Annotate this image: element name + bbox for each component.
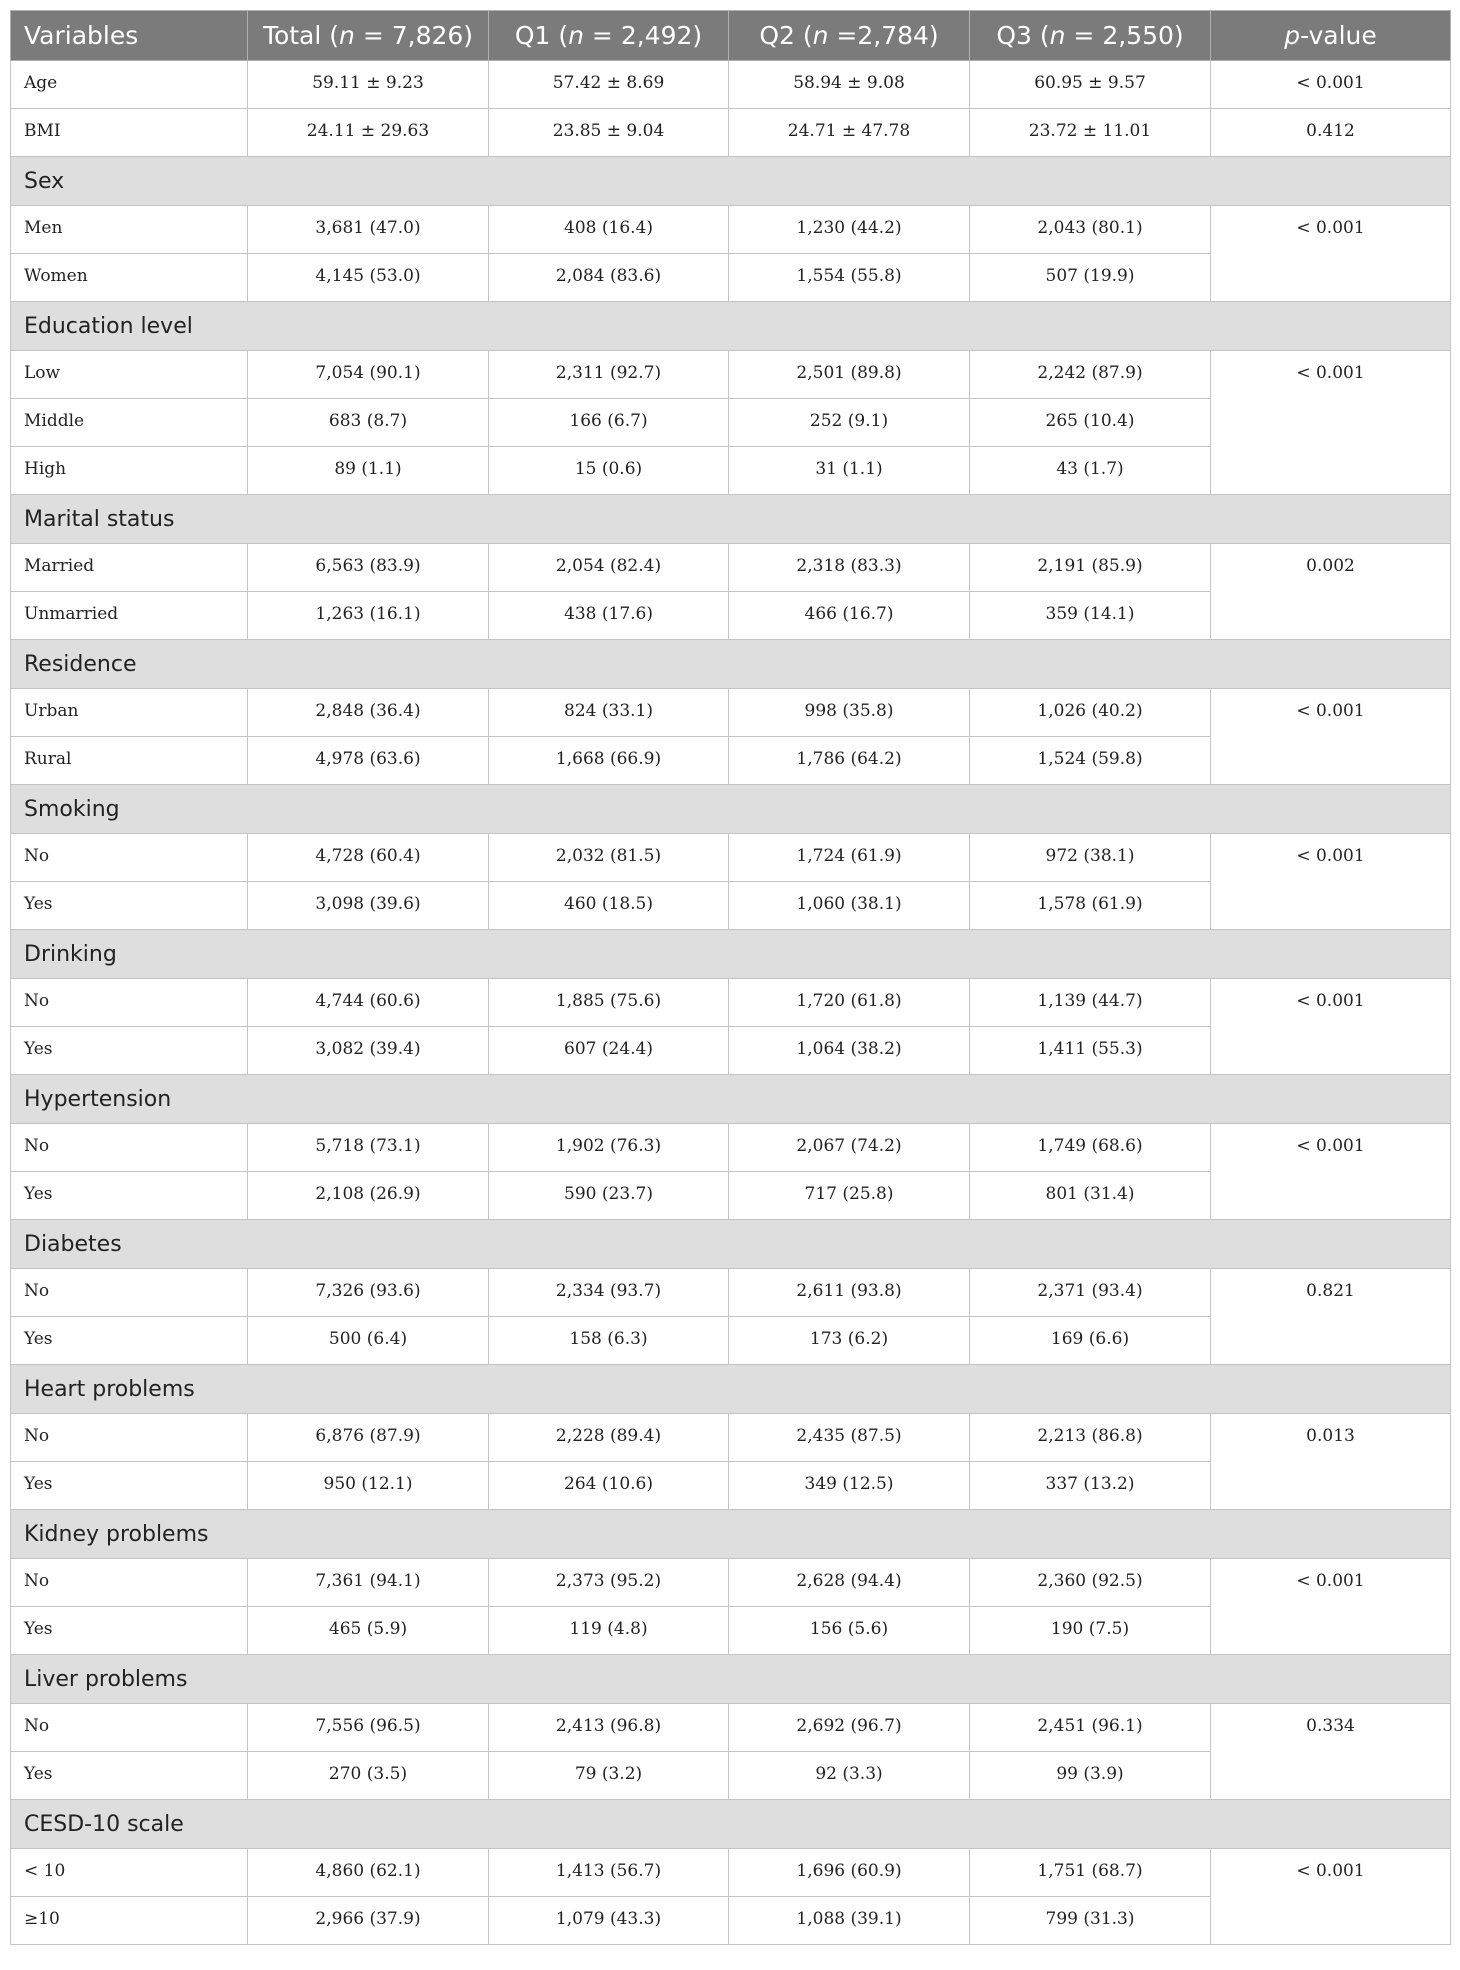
cell-q3: 1,139 (44.7) — [970, 979, 1211, 1027]
cell-q1: 119 (4.8) — [489, 1607, 729, 1655]
cell-q2: 1,060 (38.1) — [729, 882, 970, 930]
header-total: Total (n = 7,826) — [248, 11, 489, 61]
section-smoking — [11, 785, 1451, 834]
cell-q3: 1,578 (61.9) — [970, 882, 1211, 930]
row-age — [11, 61, 1451, 109]
table-row — [11, 544, 1451, 592]
table-row — [11, 834, 1451, 882]
cell-q2: 2,501 (89.8) — [729, 351, 970, 399]
row-label: Age — [11, 61, 248, 109]
cell-q1: 79 (3.2) — [489, 1752, 729, 1800]
cell-q3: 60.95 ± 9.57 — [970, 61, 1211, 109]
cell-q3: 1,026 (40.2) — [970, 689, 1211, 737]
cell-q1: 57.42 ± 8.69 — [489, 61, 729, 109]
table-row — [11, 1704, 1451, 1752]
cell-total: 3,082 (39.4) — [248, 1027, 489, 1075]
section-title: Liver problems — [11, 1655, 1451, 1704]
cell-p-value: 0.821 — [1211, 1269, 1451, 1365]
cell-p-value: < 0.001 — [1211, 689, 1451, 785]
cell-q1: 1,885 (75.6) — [489, 979, 729, 1027]
cell-q1: 1,079 (43.3) — [489, 1897, 729, 1945]
row-label: Middle — [11, 399, 248, 447]
header-p-value: p-value — [1211, 11, 1451, 61]
section-title: Marital status — [11, 495, 1451, 544]
cell-q3: 43 (1.7) — [970, 447, 1211, 495]
cell-q3: 1,749 (68.6) — [970, 1124, 1211, 1172]
cell-p-value: < 0.001 — [1211, 979, 1451, 1075]
row-label: ≥10 — [11, 1897, 248, 1945]
cell-q2: 2,611 (93.8) — [729, 1269, 970, 1317]
cell-q2: 466 (16.7) — [729, 592, 970, 640]
cell-q2: 31 (1.1) — [729, 447, 970, 495]
cell-q3: 2,242 (87.9) — [970, 351, 1211, 399]
row-label: < 10 — [11, 1849, 248, 1897]
section-title: Kidney problems — [11, 1510, 1451, 1559]
table-row — [11, 689, 1451, 737]
table-row — [11, 351, 1451, 399]
section-marital-status — [11, 495, 1451, 544]
table-row — [11, 1269, 1451, 1317]
cell-p-value: 0.412 — [1211, 109, 1451, 157]
cell-q2: 1,230 (44.2) — [729, 206, 970, 254]
cell-p-value: < 0.001 — [1211, 1849, 1451, 1945]
cell-q1: 1,668 (66.9) — [489, 737, 729, 785]
cell-q3: 1,411 (55.3) — [970, 1027, 1211, 1075]
cell-total: 2,108 (26.9) — [248, 1172, 489, 1220]
header-row — [11, 11, 1451, 61]
cell-q3: 2,043 (80.1) — [970, 206, 1211, 254]
cell-q1: 166 (6.7) — [489, 399, 729, 447]
row-label: Low — [11, 351, 248, 399]
row-label: BMI — [11, 109, 248, 157]
row-label: Yes — [11, 1317, 248, 1365]
section-diabetes — [11, 1220, 1451, 1269]
section-title: Education level — [11, 302, 1451, 351]
cell-q2: 2,692 (96.7) — [729, 1704, 970, 1752]
header-q1: Q1 (n = 2,492) — [489, 11, 729, 61]
section-residence — [11, 640, 1451, 689]
section-title: Heart problems — [11, 1365, 1451, 1414]
cell-total: 7,054 (90.1) — [248, 351, 489, 399]
cell-q3: 799 (31.3) — [970, 1897, 1211, 1945]
cell-q3: 2,360 (92.5) — [970, 1559, 1211, 1607]
cell-p-value: < 0.001 — [1211, 1124, 1451, 1220]
row-label: High — [11, 447, 248, 495]
cell-q3: 972 (38.1) — [970, 834, 1211, 882]
cell-q3: 169 (6.6) — [970, 1317, 1211, 1365]
row-label: No — [11, 1559, 248, 1607]
table-row — [11, 1124, 1451, 1172]
table-row — [11, 1849, 1451, 1897]
row-label: Women — [11, 254, 248, 302]
cell-q3: 359 (14.1) — [970, 592, 1211, 640]
cell-q1: 2,373 (95.2) — [489, 1559, 729, 1607]
header-q2: Q2 (n =2,784) — [729, 11, 970, 61]
cell-q3: 23.72 ± 11.01 — [970, 109, 1211, 157]
cell-total: 1,263 (16.1) — [248, 592, 489, 640]
cell-q1: 438 (17.6) — [489, 592, 729, 640]
row-label: Men — [11, 206, 248, 254]
row-label: Rural — [11, 737, 248, 785]
cell-q1: 264 (10.6) — [489, 1462, 729, 1510]
cell-q3: 2,451 (96.1) — [970, 1704, 1211, 1752]
section-drinking — [11, 930, 1451, 979]
cell-p-value: 0.002 — [1211, 544, 1451, 640]
section-title: Sex — [11, 157, 1451, 206]
cell-q2: 92 (3.3) — [729, 1752, 970, 1800]
cell-q3: 265 (10.4) — [970, 399, 1211, 447]
cell-total: 4,744 (60.6) — [248, 979, 489, 1027]
section-cesd-10-scale — [11, 1800, 1451, 1849]
section-title: Smoking — [11, 785, 1451, 834]
cell-q1: 2,413 (96.8) — [489, 1704, 729, 1752]
cell-q3: 1,524 (59.8) — [970, 737, 1211, 785]
row-label: Yes — [11, 1027, 248, 1075]
section-title: CESD-10 scale — [11, 1800, 1451, 1849]
cell-total: 6,563 (83.9) — [248, 544, 489, 592]
cell-q2: 252 (9.1) — [729, 399, 970, 447]
cell-total: 7,361 (94.1) — [248, 1559, 489, 1607]
cell-total: 500 (6.4) — [248, 1317, 489, 1365]
cell-q3: 99 (3.9) — [970, 1752, 1211, 1800]
cell-q2: 173 (6.2) — [729, 1317, 970, 1365]
row-label: No — [11, 1124, 248, 1172]
section-title: Hypertension — [11, 1075, 1451, 1124]
cell-q1: 2,334 (93.7) — [489, 1269, 729, 1317]
cell-q2: 24.71 ± 47.78 — [729, 109, 970, 157]
cell-total: 683 (8.7) — [248, 399, 489, 447]
section-education — [11, 302, 1451, 351]
section-sex — [11, 157, 1451, 206]
row-label: No — [11, 1704, 248, 1752]
cell-total: 59.11 ± 9.23 — [248, 61, 489, 109]
cell-total: 7,326 (93.6) — [248, 1269, 489, 1317]
cell-total: 270 (3.5) — [248, 1752, 489, 1800]
table-row — [11, 1559, 1451, 1607]
cell-q3: 1,751 (68.7) — [970, 1849, 1211, 1897]
cell-q1: 2,084 (83.6) — [489, 254, 729, 302]
cell-total: 5,718 (73.1) — [248, 1124, 489, 1172]
cell-p-value: < 0.001 — [1211, 206, 1451, 302]
section-kidney-problems — [11, 1510, 1451, 1559]
cell-q1: 158 (6.3) — [489, 1317, 729, 1365]
cell-q2: 998 (35.8) — [729, 689, 970, 737]
cell-q1: 1,902 (76.3) — [489, 1124, 729, 1172]
cell-q2: 2,628 (94.4) — [729, 1559, 970, 1607]
cell-q3: 337 (13.2) — [970, 1462, 1211, 1510]
row-label: Yes — [11, 882, 248, 930]
cell-q1: 1,413 (56.7) — [489, 1849, 729, 1897]
cell-q2: 1,720 (61.8) — [729, 979, 970, 1027]
cell-total: 3,098 (39.6) — [248, 882, 489, 930]
cell-q2: 156 (5.6) — [729, 1607, 970, 1655]
cell-p-value: < 0.001 — [1211, 1559, 1451, 1655]
cell-total: 89 (1.1) — [248, 447, 489, 495]
cell-total: 3,681 (47.0) — [248, 206, 489, 254]
cell-q3: 2,191 (85.9) — [970, 544, 1211, 592]
section-title: Drinking — [11, 930, 1451, 979]
cell-q1: 590 (23.7) — [489, 1172, 729, 1220]
cell-q3: 2,213 (86.8) — [970, 1414, 1211, 1462]
cell-p-value: < 0.001 — [1211, 61, 1451, 109]
cell-q3: 507 (19.9) — [970, 254, 1211, 302]
cell-q3: 190 (7.5) — [970, 1607, 1211, 1655]
cell-q2: 2,318 (83.3) — [729, 544, 970, 592]
section-heart-problems — [11, 1365, 1451, 1414]
cell-total: 4,145 (53.0) — [248, 254, 489, 302]
section-title: Residence — [11, 640, 1451, 689]
header-variables: Variables — [11, 11, 248, 61]
cell-q2: 2,067 (74.2) — [729, 1124, 970, 1172]
cell-total: 4,860 (62.1) — [248, 1849, 489, 1897]
cell-q1: 23.85 ± 9.04 — [489, 109, 729, 157]
table-row — [11, 979, 1451, 1027]
cell-q1: 2,054 (82.4) — [489, 544, 729, 592]
row-label: No — [11, 834, 248, 882]
cell-p-value: < 0.001 — [1211, 834, 1451, 930]
cell-q2: 1,064 (38.2) — [729, 1027, 970, 1075]
cell-total: 2,966 (37.9) — [248, 1897, 489, 1945]
row-label: Married — [11, 544, 248, 592]
cell-q2: 1,696 (60.9) — [729, 1849, 970, 1897]
cell-q2: 2,435 (87.5) — [729, 1414, 970, 1462]
row-label: Unmarried — [11, 592, 248, 640]
cell-total: 24.11 ± 29.63 — [248, 109, 489, 157]
row-label: Urban — [11, 689, 248, 737]
cell-total: 4,978 (63.6) — [248, 737, 489, 785]
row-label: Yes — [11, 1752, 248, 1800]
cell-total: 7,556 (96.5) — [248, 1704, 489, 1752]
cell-q2: 1,554 (55.8) — [729, 254, 970, 302]
cell-p-value: 0.013 — [1211, 1414, 1451, 1510]
cell-q1: 460 (18.5) — [489, 882, 729, 930]
cell-q1: 408 (16.4) — [489, 206, 729, 254]
cell-q1: 2,032 (81.5) — [489, 834, 729, 882]
cell-q2: 58.94 ± 9.08 — [729, 61, 970, 109]
characteristics-table — [10, 10, 1451, 1945]
cell-q2: 717 (25.8) — [729, 1172, 970, 1220]
cell-total: 465 (5.9) — [248, 1607, 489, 1655]
cell-q2: 1,786 (64.2) — [729, 737, 970, 785]
cell-q2: 1,724 (61.9) — [729, 834, 970, 882]
row-label: No — [11, 1269, 248, 1317]
cell-p-value: < 0.001 — [1211, 351, 1451, 495]
row-label: Yes — [11, 1172, 248, 1220]
header-q3: Q3 (n = 2,550) — [970, 11, 1211, 61]
cell-q3: 801 (31.4) — [970, 1172, 1211, 1220]
section-title: Diabetes — [11, 1220, 1451, 1269]
section-liver-problems — [11, 1655, 1451, 1704]
cell-q1: 607 (24.4) — [489, 1027, 729, 1075]
cell-q1: 2,228 (89.4) — [489, 1414, 729, 1462]
row-label: Yes — [11, 1607, 248, 1655]
row-label: Yes — [11, 1462, 248, 1510]
cell-q1: 2,311 (92.7) — [489, 351, 729, 399]
cell-total: 2,848 (36.4) — [248, 689, 489, 737]
cell-total: 4,728 (60.4) — [248, 834, 489, 882]
cell-q1: 824 (33.1) — [489, 689, 729, 737]
cell-q3: 2,371 (93.4) — [970, 1269, 1211, 1317]
row-bmi — [11, 109, 1451, 157]
row-label: No — [11, 979, 248, 1027]
cell-q2: 349 (12.5) — [729, 1462, 970, 1510]
row-label: No — [11, 1414, 248, 1462]
cell-q2: 1,088 (39.1) — [729, 1897, 970, 1945]
cell-p-value: 0.334 — [1211, 1704, 1451, 1800]
cell-total: 6,876 (87.9) — [248, 1414, 489, 1462]
cell-total: 950 (12.1) — [248, 1462, 489, 1510]
cell-q1: 15 (0.6) — [489, 447, 729, 495]
table-row — [11, 1414, 1451, 1462]
section-hypertension — [11, 1075, 1451, 1124]
table-row — [11, 206, 1451, 254]
